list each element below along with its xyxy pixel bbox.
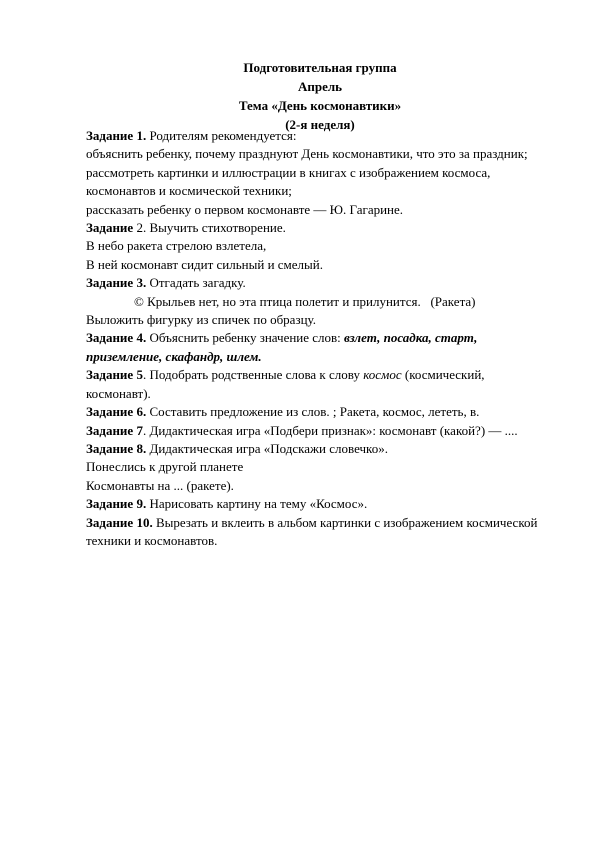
task-3-extra: Выложить фигурку из спичек по образцу. xyxy=(86,312,316,328)
task-4-words: взлет, посадка, старт, приземление, скафандр, шлем. xyxy=(86,330,478,364)
task-3-label: Задание 3. xyxy=(86,275,147,291)
poem-line-1: В небо ракета стрелою взлетела, xyxy=(86,238,267,254)
task-6-text: Составить предложение из слов. ; Ракета, космос, лететь, в. xyxy=(146,404,480,420)
task-9-paragraph xyxy=(86,495,546,513)
tasks-body xyxy=(86,127,546,550)
task-3-text: Отгадать загадку. xyxy=(146,275,246,291)
task-2-heading xyxy=(86,219,546,237)
task-7-text: . Дидактическая игра «Подбери признак»: космонавт (какой?) — .... xyxy=(142,422,518,438)
task-10-label: Задание 10. xyxy=(86,514,153,530)
task-8-heading xyxy=(86,440,546,458)
task-8-label: Задание 8. xyxy=(86,440,147,456)
task-7-paragraph xyxy=(86,422,546,440)
task-5-label: Задание 5 xyxy=(86,367,143,383)
task-10-paragraph xyxy=(86,514,546,551)
task-8-text: Дидактическая игра «Подскажи словечко». xyxy=(146,440,388,456)
poem-line-2: В ней космонавт сидит сильный и смелый. xyxy=(86,256,323,272)
task-5-word: космос xyxy=(363,367,402,383)
task-5-text-before: . Подобрать родственные слова к слову xyxy=(142,367,364,383)
task-1-intro: Родителям рекомендуется: xyxy=(146,128,297,143)
task-5-text-after: (космический, космонавт). xyxy=(86,367,485,401)
task-4-label: Задание 4. xyxy=(86,330,147,346)
group-title: Подготовительная группа xyxy=(243,60,397,75)
task-10-text: Вырезать и вклеить в альбом картинки с изображением космической техники и космонавтов. xyxy=(86,514,538,548)
task-1-item-2: рассмотреть картинки и иллюстрации в книгах с изображением космоса, космонавтов и космической техники; xyxy=(86,164,491,199)
task-7-label: Задание 7 xyxy=(86,422,143,438)
week-title: (2-я неделя) xyxy=(285,117,355,132)
riddle-text: © Крыльев нет, но эта птица полетит и прилунится. (Ракета) xyxy=(134,293,476,309)
task-1-label: Задание 1. xyxy=(86,128,147,143)
task-2-text: 2. Выучить стихотворение. xyxy=(133,220,286,236)
theme-title: Тема «День космонавтики» xyxy=(238,98,402,113)
task-6-paragraph xyxy=(86,403,546,421)
month-title: Апрель xyxy=(297,79,343,94)
task-1-item-3: рассказать ребенку о первом космонавте — Ю. Гагарине. xyxy=(86,201,404,217)
task-2-label: Задание xyxy=(86,220,134,236)
task-9-text: Нарисовать картину на тему «Космос». xyxy=(146,496,368,512)
task-3-heading xyxy=(86,274,546,292)
document-header xyxy=(0,58,595,134)
task-4-text: Объяснить ребенку значение слов: xyxy=(146,330,345,346)
task-6-label: Задание 6. xyxy=(86,404,147,420)
task-5-paragraph xyxy=(86,366,546,403)
task-1-heading xyxy=(86,127,546,145)
task-4-paragraph xyxy=(86,329,546,366)
task-8-line-1: Понеслись к другой планете xyxy=(86,459,244,475)
task-8-line-2: Космонавты на ... (ракете). xyxy=(86,477,234,493)
task-9-label: Задание 9. xyxy=(86,496,147,512)
task-1-item-1: объяснить ребенку, почему празднуют День космонавтики, что это за праздник; xyxy=(86,146,528,162)
